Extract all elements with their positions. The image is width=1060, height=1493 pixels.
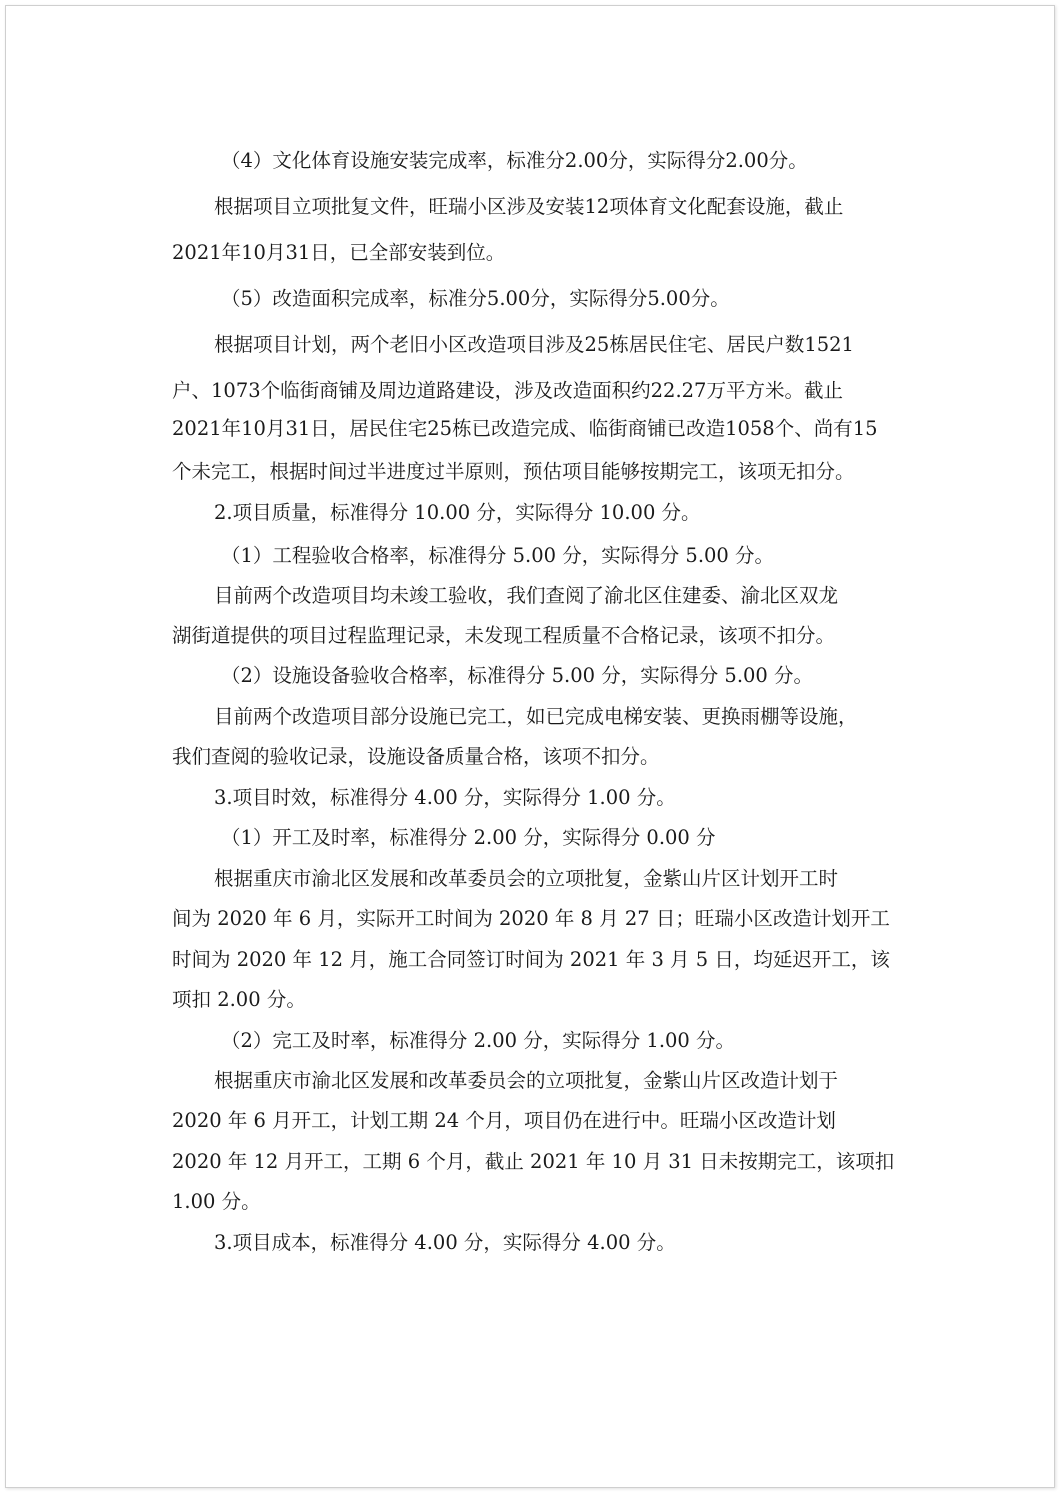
paragraph-line: 2020 年 12 月开工，工期 6 个月，截止 2021 年 10 月 31 日未按期完工，该项扣: [172, 1150, 895, 1173]
paragraph-line: 湖街道提供的项目过程监理记录，未发现工程质量不合格记录，该项不扣分。: [172, 624, 836, 647]
paragraph-heading-1-acceptance: （1）工程验收合格率，标准得分 5.00 分，实际得分 5.00 分。: [221, 544, 775, 567]
section-heading-project-timeliness: 3.项目时效，标准得分 4.00 分，实际得分 1.00 分。: [214, 786, 676, 809]
paragraph-heading-5-area: （5）改造面积完成率，标准分5.00分，实际得分5.00分。: [221, 287, 730, 310]
paragraph-line: 2020 年 6 月开工，计划工期 24 个月，项目仍在进行中。旺瑞小区改造计划: [172, 1109, 836, 1132]
paragraph-line: 户、1073个临街商铺及周边道路建设，涉及改造面积约22.27万平方米。截止: [172, 379, 843, 402]
paragraph-line: 1.00 分。: [172, 1190, 261, 1213]
section-heading-project-cost: 3.项目成本，标准得分 4.00 分，实际得分 4.00 分。: [214, 1231, 676, 1254]
paragraph-heading-2-equipment: （2）设施设备验收合格率，标准得分 5.00 分，实际得分 5.00 分。: [221, 664, 814, 687]
paragraph-line: 项扣 2.00 分。: [172, 988, 306, 1011]
paragraph-line: 根据项目计划，两个老旧小区改造项目涉及25栋居民住宅、居民户数1521: [214, 333, 854, 356]
paragraph-line: 目前两个改造项目部分设施已完工，如已完成电梯安装、更换雨棚等设施，: [214, 705, 858, 728]
section-heading-project-quality: 2.项目质量，标准得分 10.00 分，实际得分 10.00 分。: [214, 501, 701, 524]
paragraph-line: 目前两个改造项目均未竣工验收，我们查阅了渝北区住建委、渝北区双龙: [214, 584, 839, 607]
paragraph-line: 时间为 2020 年 12 月，施工合同签订时间为 2021 年 3 月 5 日，均延迟开工，该: [172, 948, 890, 971]
paragraph-line: 间为 2020 年 6 月，实际开工时间为 2020 年 8 月 27 日；旺瑞小区改造计划开工: [172, 907, 890, 930]
paragraph-line: 2021年10月31日，已全部安装到位。: [172, 241, 506, 264]
paragraph-heading-1-start: （1）开工及时率，标准得分 2.00 分，实际得分 0.00 分: [221, 826, 716, 849]
paragraph-line: 2021年10月31日，居民住宅25栋已改造完成、临街商铺已改造1058个、尚有15: [172, 417, 878, 440]
paragraph-line: 我们查阅的验收记录，设施设备质量合格，该项不扣分。: [172, 745, 660, 768]
paragraph-heading-4-culture-sports: （4）文化体育设施安装完成率，标准分2.00分，实际得分2.00分。: [221, 149, 808, 172]
paragraph-heading-2-completion: （2）完工及时率，标准得分 2.00 分，实际得分 1.00 分。: [221, 1029, 736, 1052]
paragraph-line: 根据重庆市渝北区发展和改革委员会的立项批复，金紫山片区计划开工时: [214, 867, 839, 890]
document-page: [5, 5, 1055, 1488]
paragraph-line: 根据重庆市渝北区发展和改革委员会的立项批复，金紫山片区改造计划于: [214, 1069, 839, 1092]
paragraph-line: 个未完工，根据时间过半进度过半原则，预估项目能够按期完工，该项无扣分。: [172, 460, 855, 483]
paragraph-line: 根据项目立项批复文件，旺瑞小区涉及安装12项体育文化配套设施，截止: [214, 195, 844, 218]
